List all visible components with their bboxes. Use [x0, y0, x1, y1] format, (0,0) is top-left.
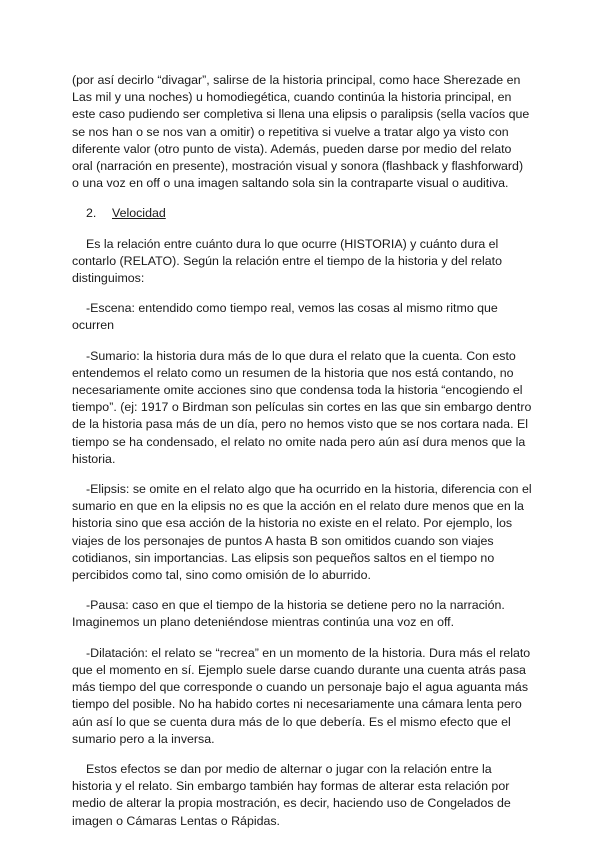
- paragraph-sumario: -Sumario: la historia dura más de lo que dura el relato que la cuenta. Con esto entendemos el relato como un resumen de la historia que nos está contando, no necesariamente omite acciones sino que condensa toda la historia “encogiendo el tiempo”. (ej: 1917 o Birdman son películas sin cortes en las que sin embargo dentro de la historia pasa más de un día, pero no hemos visto que se nos cortara nada. El tiempo se ha condensado, el relato no omite nada pero aún así dura menos que la historia.: [72, 348, 532, 466]
- paragraph-elipsis: -Elipsis: se omite en el relato algo que ha ocurrido en la historia, diferencia con el sumario en que en la elipsis no es que la acción en el relato dure menos que en la historia sino que esa acción de la historia no existe en el relato. Por ejemplo, los viajes de los personajes de puntos A hasta B son omitidos cuando son viajes cotidianos, sin importancias. Las elipsis son pequeños saltos en el tiempo no percibidos como tal, sino como omisión de lo aburrido.: [72, 482, 532, 583]
- paragraph-relacion-historia-relato: Es la relación entre cuánto dura lo que ocurre (HISTORIA) y cuánto dura el contarlo (RELATO). Según la relación entre el tiempo de la historia y del relato distinguimos:: [72, 236, 502, 286]
- document-page: [72, 72, 532, 843]
- paragraph-pausa: -Pausa: caso en que el tiempo de la historia se detiene pero no la narración. Imaginemos un plano deteniéndose mientras continúa una voz en off.: [72, 598, 505, 630]
- section-heading-velocidad: [72, 205, 532, 222]
- section-title: Velocidad: [112, 206, 166, 221]
- paragraph-dilatacion: -Dilatación: el relato se “recrea” en un momento de la historia. Dura más el relato que el momento en sí. Ejemplo suele darse cuando durante una cuenta atrás pasa más tiempo del que corresponde o cuando un personaje bajo el agua aguanta más tiempo del posible. No ha habido cortes ni necesariamente una cámara lenta pero aún así lo que se cuenta dura más de lo que debería. Es el mismo efecto que el sumario pero a la inversa.: [72, 645, 531, 746]
- paragraph-efectos: Estos efectos se dan por medio de alternar o jugar con la relación entre la historia y el relato. Sin embargo también hay formas de alterar esta relación por medio de alterar la propia mostración, es decir, haciendo uso de Congelados de imagen o Cámaras Lentas o Rápidas.: [72, 761, 511, 828]
- paragraph-narracion-continuacion: (por así decirlo “divagar”, salirse de la historia principal, como hace Sherezade en Las mil y una noches) u homodiegética, cuando continúa la historia principal, en este caso pudiendo ser completiva si llena una elipsis o paralipsis (sella vacíos que se nos han o se nos van a omitir) o repetitiva si vuelve a tratar algo ya visto con diferente valor (otro punto de vista). Además, pueden darse por medio del relato oral (narración en presente), mostración visual y sonora (flashback y flashforward) o una voz en off o una imagen saltando sola sin la contraparte visual o auditiva.: [72, 73, 530, 191]
- section-number: 2.: [86, 206, 97, 221]
- paragraph-escena: -Escena: entendido como tiempo real, vemos las cosas al mismo ritmo que ocurren: [72, 301, 498, 333]
